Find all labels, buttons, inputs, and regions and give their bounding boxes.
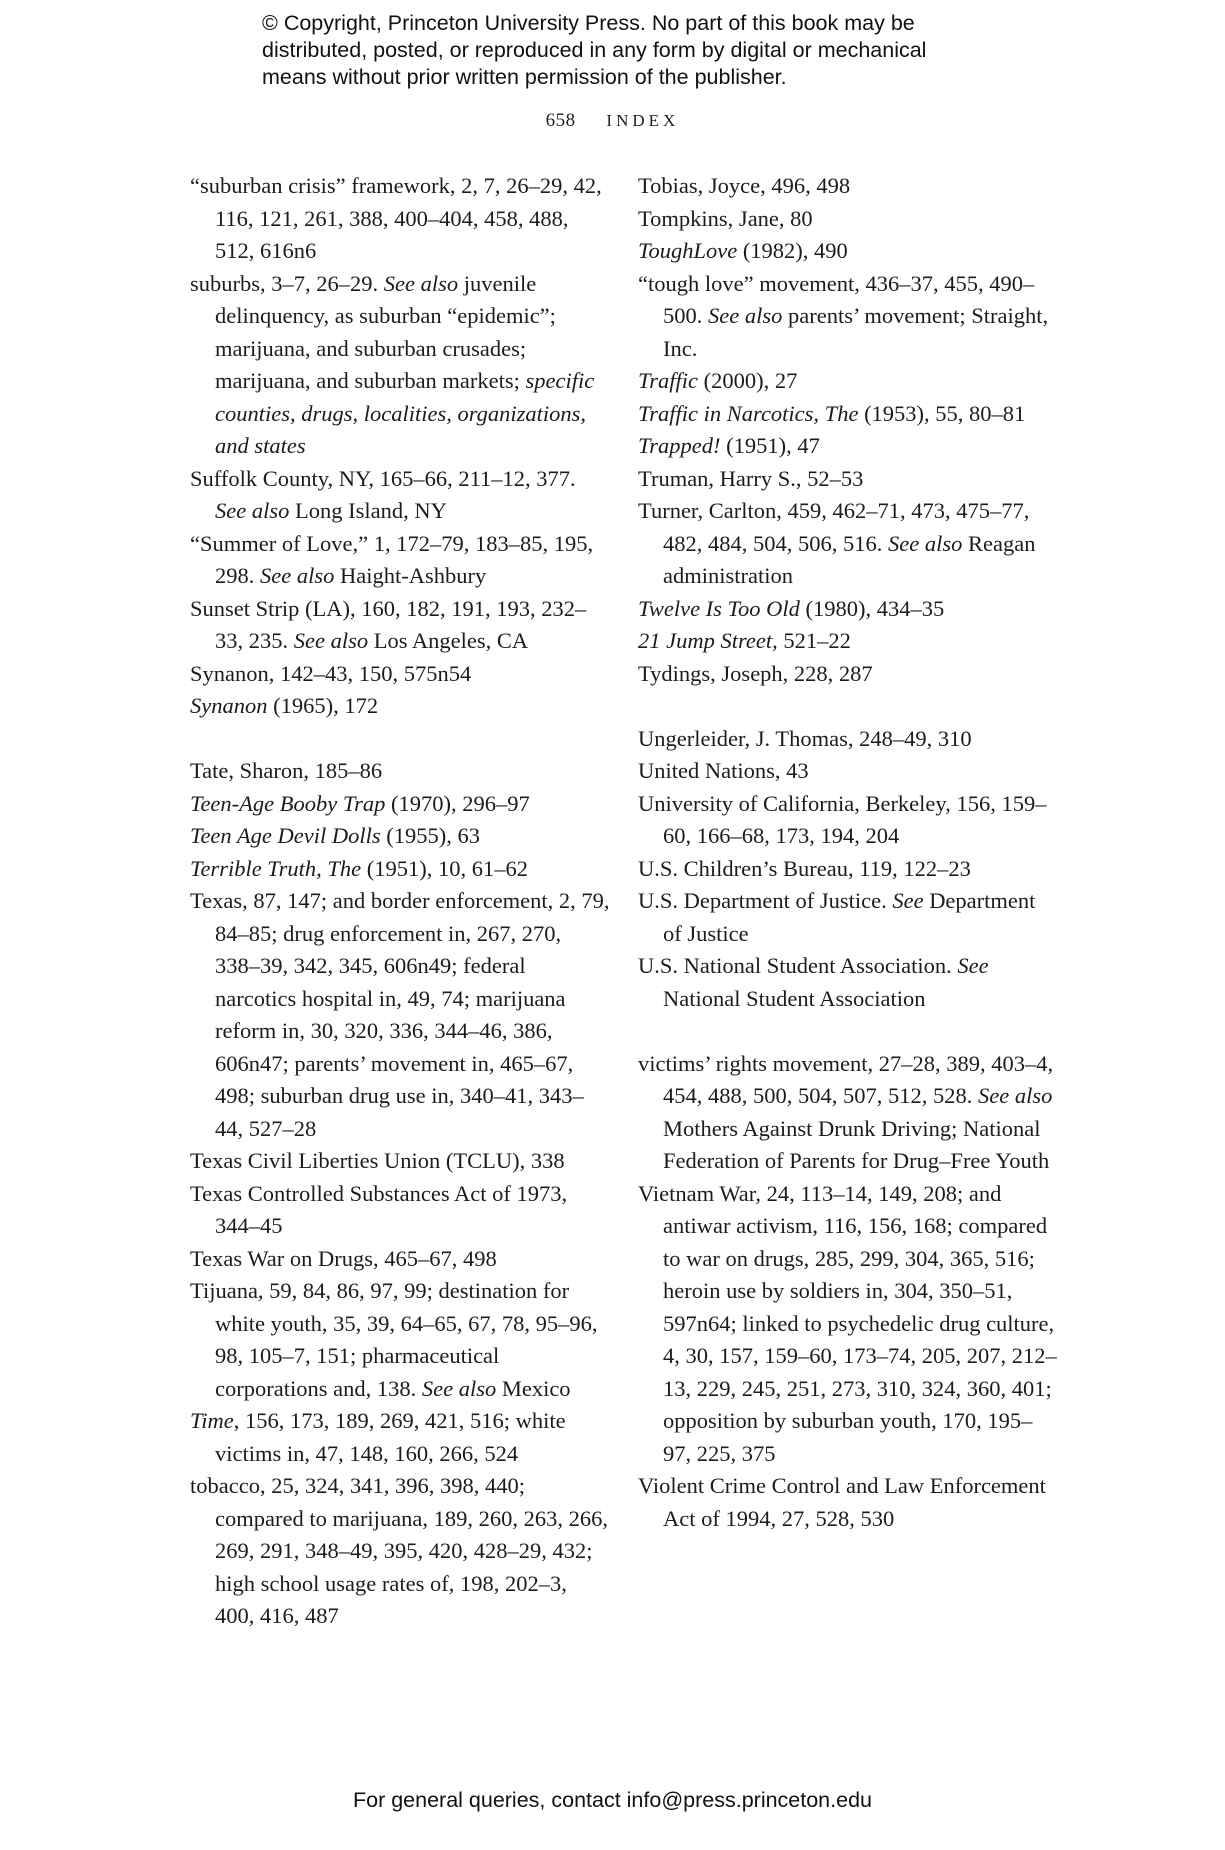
index-entry-italic-text: Trapped! bbox=[638, 433, 721, 458]
index-entry bbox=[190, 755, 610, 788]
index-entry bbox=[638, 885, 1058, 950]
copyright-notice: © Copyright, Princeton University Press. No part of this book may be distributed, posted, or reproduced in any form by digital or mechanical means without prior written permission of the publisher. bbox=[262, 11, 927, 89]
index-entry-italic-text: See also bbox=[421, 1375, 497, 1401]
index-entry bbox=[190, 820, 610, 853]
index-entry-text: (1982), 490 bbox=[737, 238, 848, 263]
index-entry bbox=[190, 788, 610, 821]
index-entry bbox=[638, 1470, 1058, 1535]
index-entry-text: Tobias, Joyce, 496, 498 bbox=[638, 173, 851, 198]
index-entry-text: Violent Crime Control and Law Enforcement Act of 1994, 27, 528, 530 bbox=[638, 1473, 1046, 1531]
index-entry-italic-text: Teen-Age Booby Trap bbox=[190, 790, 386, 816]
index-entry bbox=[638, 268, 1058, 366]
index-entry bbox=[190, 1470, 610, 1633]
index-entry-italic-text: See also bbox=[260, 563, 335, 588]
index-entry bbox=[190, 463, 610, 528]
index-entry bbox=[638, 1178, 1058, 1471]
index-entry-text: U.S. National Student Association. bbox=[638, 953, 958, 978]
index-entry bbox=[638, 463, 1058, 496]
index-entry bbox=[638, 658, 1058, 691]
index-entry bbox=[190, 268, 610, 463]
index-entry-italic-text: Time bbox=[190, 1408, 234, 1433]
index-entry-text: Texas War on Drugs, 465–67, 498 bbox=[190, 1245, 497, 1271]
index-entry-text: (2000), 27 bbox=[698, 368, 798, 393]
index-entry-text: (1970), 296–97 bbox=[385, 790, 530, 816]
index-entry bbox=[190, 1275, 610, 1405]
index-entry bbox=[190, 658, 610, 691]
index-entry bbox=[190, 170, 610, 268]
index-entry bbox=[638, 788, 1058, 853]
index-entry-text: Tate, Sharon, 185–86 bbox=[190, 758, 383, 783]
index-entry bbox=[190, 1178, 610, 1243]
index-entry-text: Tompkins, Jane, 80 bbox=[638, 205, 813, 231]
index-entry-text: U.S. Children’s Bureau, 119, 122–23 bbox=[638, 855, 971, 881]
index-entry-text: Long Island, NY bbox=[289, 498, 447, 523]
index-entry-text: (1953), 55, 80–81 bbox=[858, 400, 1026, 426]
index-entry-text: “tough love” movement, 436–37, 455, 490–500. bbox=[638, 270, 1035, 328]
index-entry-italic-text: See also bbox=[293, 628, 369, 653]
index-entry bbox=[638, 755, 1058, 788]
index-entry bbox=[190, 690, 610, 723]
index-entry-text: victims’ rights movement, 27–28, 389, 403–4, 454, 488, 500, 504, 507, 512, 528. bbox=[638, 1050, 1054, 1108]
index-entry bbox=[190, 1145, 610, 1178]
letter-group-gap bbox=[190, 723, 610, 756]
index-entry-text: Mexico bbox=[496, 1375, 571, 1401]
index-entry-text: Mothers Against Drunk Driving; National Federation of Parents for Drug–Free Youth bbox=[663, 1115, 1050, 1173]
index-entry-text: National Student Association bbox=[663, 985, 926, 1011]
index-entry-text: Haight-Ashbury bbox=[334, 563, 487, 588]
index-entry-text: Texas Controlled Substances Act of 1973, 344–45 bbox=[190, 1180, 568, 1238]
index-entry-text: , 521–22 bbox=[772, 628, 851, 653]
index-entry bbox=[190, 1405, 610, 1470]
index-entry bbox=[638, 430, 1058, 463]
index-entry-italic-text: Traffic bbox=[638, 368, 699, 393]
index-entry-text: Suffolk County, NY, 165–66, 211–12, 377. bbox=[190, 465, 576, 491]
index-entry-italic-text: See also bbox=[215, 498, 290, 523]
index-entry bbox=[638, 398, 1058, 431]
index-entry-text: Los Angeles, CA bbox=[368, 628, 529, 653]
index-entry bbox=[638, 495, 1058, 593]
index-entry bbox=[638, 1048, 1058, 1178]
index-entry-italic-text: See bbox=[892, 888, 924, 913]
index-entry-italic-text: Traffic in Narcotics, The bbox=[638, 400, 859, 426]
index-entry bbox=[190, 1243, 610, 1276]
index-entry-text: Synanon, 142–43, 150, 575n54 bbox=[190, 660, 472, 686]
index-entry-text: suburbs, 3–7, 26–29. bbox=[190, 270, 384, 296]
page-number: 658 bbox=[545, 110, 576, 131]
index-entry-text: Tijuana, 59, 84, 86, 97, 99; destination for white youth, 35, 39, 64–65, 67, 78, 95–96, 98, 105–7, 151; pharmaceutical corporations and, 138. bbox=[190, 1278, 598, 1401]
index-entry-italic-text: See also bbox=[383, 270, 459, 296]
index-entry-italic-text: Twelve Is Too Old bbox=[638, 595, 800, 621]
index-entry-text: “Summer of Love,” 1, 172–79, 183–85, 195, 298. bbox=[190, 530, 594, 588]
index-entry-text: (1965), 172 bbox=[267, 693, 379, 718]
section-title: INDEX bbox=[606, 111, 680, 130]
index-entry-text: Turner, Carlton, 459, 462–71, 473, 475–77, 482, 484, 504, 506, 516. bbox=[638, 498, 1030, 556]
index-entry-text: (1951), 47 bbox=[720, 433, 820, 458]
index-entry-italic-text: specific counties, drugs, localities, organizations, and states bbox=[215, 368, 595, 458]
index-entry bbox=[190, 885, 610, 1145]
index-entry-text: (1980), 434–35 bbox=[799, 595, 945, 621]
footer-contact: For general queries, contact info@press.princeton.edu bbox=[352, 1788, 872, 1812]
index-entry-text: Tydings, Joseph, 228, 287 bbox=[638, 660, 873, 686]
index-entry bbox=[638, 950, 1058, 1015]
index-entry bbox=[638, 203, 1058, 236]
index-entry-italic-text: Synanon bbox=[190, 693, 268, 718]
index-entry-text: (1955), 63 bbox=[380, 823, 480, 848]
index-entry bbox=[638, 723, 1058, 756]
index-entry-italic-text: 21 Jump Street bbox=[638, 628, 773, 653]
index-entry-text: U.S. Department of Justice. bbox=[638, 888, 893, 913]
index-entry bbox=[190, 853, 610, 886]
index-entry-text: , 156, 173, 189, 269, 421, 516; white victims in, 47, 148, 160, 266, 524 bbox=[215, 1408, 566, 1466]
index-entry-text: Texas Civil Liberties Union (TCLU), 338 bbox=[190, 1148, 565, 1173]
index-column-left bbox=[190, 170, 610, 1633]
index-entry-text: Sunset Strip (LA), 160, 182, 191, 193, 232–33, 235. bbox=[190, 595, 587, 653]
index-entry-text: Ungerleider, J. Thomas, 248–49, 310 bbox=[638, 725, 972, 751]
index-entry-italic-text: See also bbox=[978, 1083, 1053, 1108]
index-entry-text: Department of Justice bbox=[663, 888, 1036, 946]
index-column-right bbox=[638, 170, 1058, 1535]
index-entry-text: juvenile delinquency, as suburban “epidemic”; marijuana, and suburban crusades; marijuana, and suburban markets; bbox=[215, 270, 556, 393]
index-entry-italic-text: ToughLove bbox=[638, 238, 738, 263]
index-entry-text: “suburban crisis” framework, 2, 7, 26–29, 42, 116, 121, 261, 388, 400–404, 458, 488, 512, 616n6 bbox=[190, 173, 602, 263]
index-entry-text: Reagan administration bbox=[663, 530, 1036, 588]
index-entry-italic-text: Teen Age Devil Dolls bbox=[190, 823, 381, 848]
index-entry-italic-text: See bbox=[957, 953, 989, 978]
index-entry-text: University of California, Berkeley, 156, 159–60, 166–68, 173, 194, 204 bbox=[638, 790, 1047, 848]
index-entry bbox=[638, 365, 1058, 398]
index-entry-italic-text: See also bbox=[888, 530, 963, 556]
index-entry-text: United Nations, 43 bbox=[638, 758, 809, 783]
index-entry bbox=[638, 625, 1058, 658]
running-head bbox=[0, 110, 1225, 132]
index-entry bbox=[638, 235, 1058, 268]
index-entry bbox=[190, 528, 610, 593]
index-entry-text: (1951), 10, 61–62 bbox=[361, 855, 528, 881]
index-entry bbox=[638, 853, 1058, 886]
index-entry-text: tobacco, 25, 324, 341, 396, 398, 440; compared to marijuana, 189, 260, 263, 266, 269, 291, 348–49, 395, 420, 428–29, 432; high school usage rates of, 198, 202–3, 400, 416, 487 bbox=[190, 1473, 609, 1628]
index-entry-italic-text: Terrible Truth, The bbox=[190, 855, 362, 881]
index-entry-text: parents’ movement; Straight, Inc. bbox=[663, 303, 1049, 361]
index-entry-text: Truman, Harry S., 52–53 bbox=[638, 465, 864, 491]
index-entry bbox=[638, 593, 1058, 626]
index-entry bbox=[638, 170, 1058, 203]
letter-group-gap bbox=[638, 690, 1058, 723]
index-entry bbox=[190, 593, 610, 658]
index-entry-text: Vietnam War, 24, 113–14, 149, 208; and antiwar activism, 116, 156, 168; compared to war on drugs, 285, 299, 304, 365, 516; heroin use by soldiers in, 304, 350–51, 597n64; linked to psychedelic drug culture, 4, 30, 157, 159–60, 173–74, 205, 207, 212–13, 229, 245, 251, 273, 310, 324, 360, 401; opposition by suburban youth, 170, 195–97, 225, 375 bbox=[638, 1180, 1057, 1466]
letter-group-gap bbox=[638, 1015, 1058, 1048]
index-entry-italic-text: See also bbox=[708, 303, 783, 328]
index-entry-text: Texas, 87, 147; and border enforcement, 2, 79, 84–85; drug enforcement in, 267, 270, 338–39, 342, 345, 606n49; federal narcotics hospital in, 49, 74; marijuana reform in, 30, 320, 336, 344–46, 386, 606n47; parents’ movement in, 465–67, 498; suburban drug use in, 340–41, 343–44, 527–28 bbox=[190, 888, 610, 1141]
